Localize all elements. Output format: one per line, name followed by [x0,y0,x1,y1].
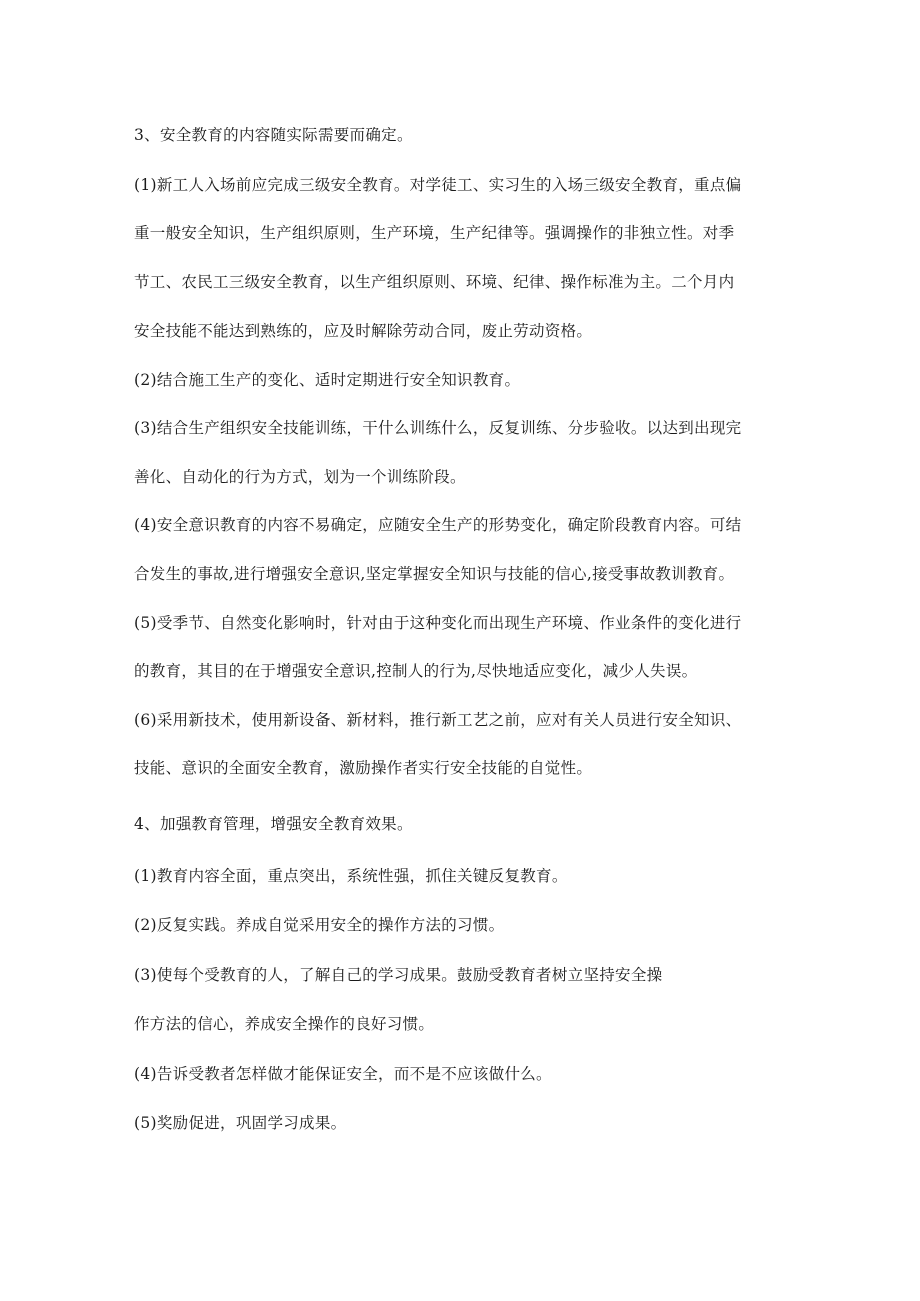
section-heading-4: 4、加强教育管理，增强安全教育效果。 [134,815,413,833]
paragraph-line: (4)安全意识教育的内容不易确定，应随安全生产的形势变化，确定阶段教育内容。可结 [134,516,742,534]
paragraph-line: 作方法的信心，养成安全操作的良好习惯。 [134,1015,435,1033]
paragraph-line: (2)反复实践。养成自觉采用安全的操作方法的习惯。 [134,916,505,934]
paragraph-line: (5)奖励促进，巩固学习成果。 [134,1114,347,1132]
paragraph-line: 善化、自动化的行为方式，划为一个训练阶段。 [134,468,466,486]
paragraph-line: 节工、农民工三级安全教育，以生产组织原则、环境、纪律、操作标准为主。二个月内 [134,273,735,291]
paragraph-line: (6)采用新技术，使用新设备、新材料，推行新工艺之前，应对有关人员进行安全知识、 [134,711,742,729]
paragraph-line: (1)新工人入场前应完成三级安全教育。对学徒工、实习生的入场三级安全教育，重点偏 [134,176,742,194]
paragraph-line: (1)教育内容全面，重点突出，系统性强，抓住关键反复教育。 [134,867,568,885]
paragraph-line: 技能、意识的全面安全教育，激励操作者实行安全技能的自觉性。 [134,759,593,777]
paragraph-line: (2)结合施工生产的变化、适时定期进行安全知识教育。 [134,371,521,389]
section-heading-3: 3、安全教育的内容随实际需要而确定。 [134,126,413,144]
paragraph-line: 的教育，其目的在于增强安全意识,控制人的行为,尽快地适应变化，减少人失误。 [134,662,698,680]
paragraph-line: 安全技能不能达到熟练的，应及时解除劳动合同，废止劳动资格。 [134,322,593,340]
paragraph-line: (3)使每个受教育的人，了解自己的学习成果。鼓励受教育者树立坚持安全操 [134,966,663,984]
paragraph-line: (3)结合生产组织安全技能训练，干什么训练什么，反复训练、分步验收。以达到出现完 [134,419,742,437]
paragraph-line: (5)受季节、自然变化影响时，针对由于这种变化而出现生产环境、作业条件的变化进行 [134,614,742,632]
paragraph-line: 合发生的事故,进行增强安全意识,坚定掌握安全知识与技能的信心,接受事故教训教育。 [134,565,735,583]
paragraph-line: 重一般安全知识，生产组织原则，生产环境，生产纪律等。强调操作的非独立性。对季 [134,224,735,242]
paragraph-line: (4)告诉受教者怎样做才能保证安全，而不是不应该做什么。 [134,1065,552,1083]
